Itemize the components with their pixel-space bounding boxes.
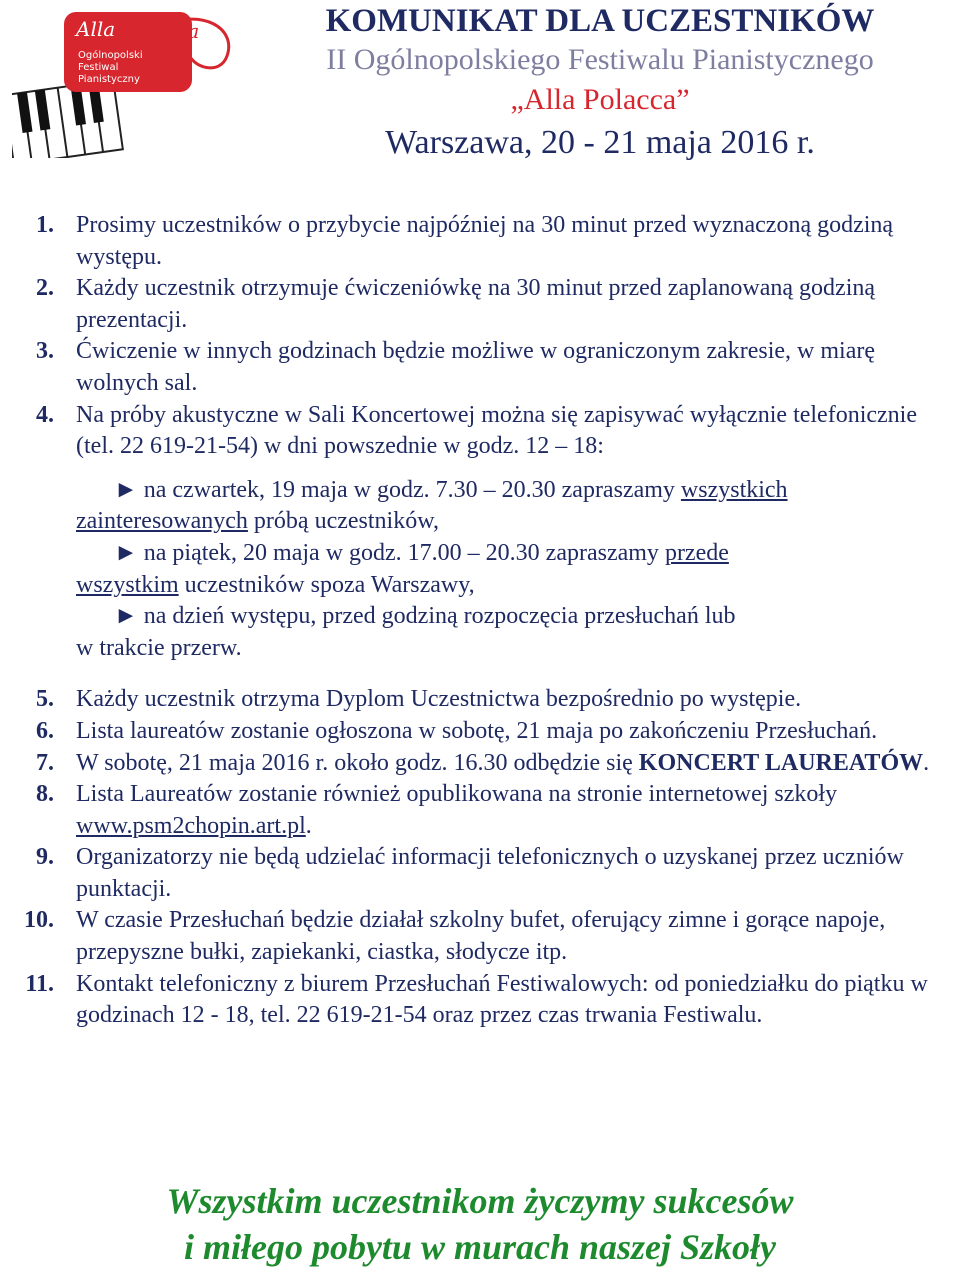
item-text: Kontakt telefoniczny z biurem Przesłuchań Festiwalowych: od poniedziałku do piątku w godzinach 12 - 18, tel. 22 619-21-54 oraz przez czas trwania Festiwalu. [76, 970, 928, 1029]
notice-list [0, 210, 960, 1032]
item-text: W sobotę, 21 maja 2016 r. około godz. 16.30 odbędzie się [76, 749, 639, 776]
schedule-line: ► na czwartek, 19 maja w godz. 7.30 – 20.30 zapraszamy wszystkich [114, 476, 788, 503]
item-number: 11. [25, 970, 54, 997]
festival-name: „Alla Polacca” [510, 83, 690, 116]
school-website-link[interactable]: www.psm2chopin.art.pl [76, 812, 306, 839]
logo-text-5: Pianistyczny [78, 74, 140, 85]
item-number: 4. [36, 401, 54, 428]
item-text: Lista Laureatów zostanie również opublikowana na stronie internetowej szkoły [76, 781, 838, 808]
list-item [0, 716, 960, 748]
schedule-line: ► na dzień występu, przed godziną rozpoczęcia przesłuchań lub [114, 603, 736, 630]
item-number: 8. [36, 781, 54, 808]
item-number: 2. [36, 275, 54, 302]
item-number: 10. [24, 907, 54, 934]
logo-text-4: Festiwal [78, 62, 119, 73]
schedule-line: wszystkim uczestników spoza Warszawy, [76, 571, 475, 598]
document-header [240, 2, 960, 166]
concert-highlight: KONCERT LAUREATÓW [638, 749, 924, 776]
list-item [0, 842, 960, 905]
schedule-line: ► na piątek, 20 maja w godz. 17.00 – 20.30 zapraszamy przede [114, 539, 729, 566]
list-item [0, 684, 960, 716]
festival-logo [12, 8, 242, 158]
event-date: Warszawa, 20 - 21 maja 2016 r. [385, 124, 815, 161]
logo-text-1: Alla [76, 17, 116, 41]
document-title: KOMUNIKAT DLA UCZESTNIKÓW [325, 3, 875, 39]
closing-line-2: i miłego pobytu w murach naszej Szkoły [183, 1227, 777, 1267]
logo-text-2: Polacca [122, 19, 200, 43]
item-number: 6. [36, 717, 54, 744]
list-item [0, 969, 960, 1032]
item-number: 5. [36, 686, 54, 713]
list-item [0, 210, 960, 273]
item-text: Każdy uczestnik otrzyma Dyplom Uczestnictwa bezpośrednio po występie. [76, 686, 802, 713]
item-text: W czasie Przesłuchań będzie działał szkolny bufet, oferujący zimne i gorące napoje, przepyszne bułki, zapiekanki, ciastka, słodycze itp. [76, 907, 886, 966]
list-item [0, 400, 960, 463]
list-item: 7. W sobotę, 21 maja 2016 r. około godz. 16.30 odbędzie się KONCERT LAUREATÓW. [0, 748, 960, 780]
item-text: Lista laureatów zostanie ogłoszona w sobotę, 21 maja po zakończeniu Przesłuchań. [76, 717, 878, 744]
list-item [0, 905, 960, 968]
closing-wishes [0, 1178, 960, 1270]
item-number: 1. [36, 212, 54, 238]
item-text: Każdy uczestnik otrzymuje ćwiczeniówkę na 30 minut przed zaplanowaną godziną prezentacji. [76, 275, 876, 333]
item-text: Na próby akustyczne w Sali Koncertowej można się zapisywać wyłącznie telefonicznie (tel. 22 619-21-54) w dni powszednie w godz. 12 – 18: [76, 401, 917, 460]
closing-line-1: Wszystkim uczestnikom życzymy sukcesów [166, 1181, 794, 1221]
item-text: Prosimy uczestników o przybycie najpóźniej na 30 minut przed wyznaczoną godziną występu. [76, 212, 894, 270]
item-number: 9. [36, 844, 54, 871]
item-text: Ćwiczenie w innych godzinach będzie możliwe w ograniczonym zakresie, w miarę wolnych sal. [76, 338, 876, 396]
logo-text-3: Ogólnopolski [78, 50, 143, 61]
festival-subtitle: II Ogólnopolskiego Festiwalu Pianistycznego [326, 43, 874, 76]
schedule-line: zainteresowanych próbą uczestników, [76, 508, 439, 535]
schedule-line: w trakcie przerw. [76, 634, 242, 661]
schedule-block [0, 475, 960, 665]
list-item [0, 273, 960, 336]
list-item: 8. Lista Laureatów zostanie również opublikowana na stronie internetowej szkoły www.psm2chopin.art.pl. [36, 781, 838, 839]
item-number: 3. [36, 338, 54, 365]
item-text: Organizatorzy nie będą udzielać informacji telefonicznych o uzyskanej przez uczniów punktacji. [76, 844, 904, 902]
item-number: 7. [36, 749, 54, 776]
list-item [0, 336, 960, 399]
